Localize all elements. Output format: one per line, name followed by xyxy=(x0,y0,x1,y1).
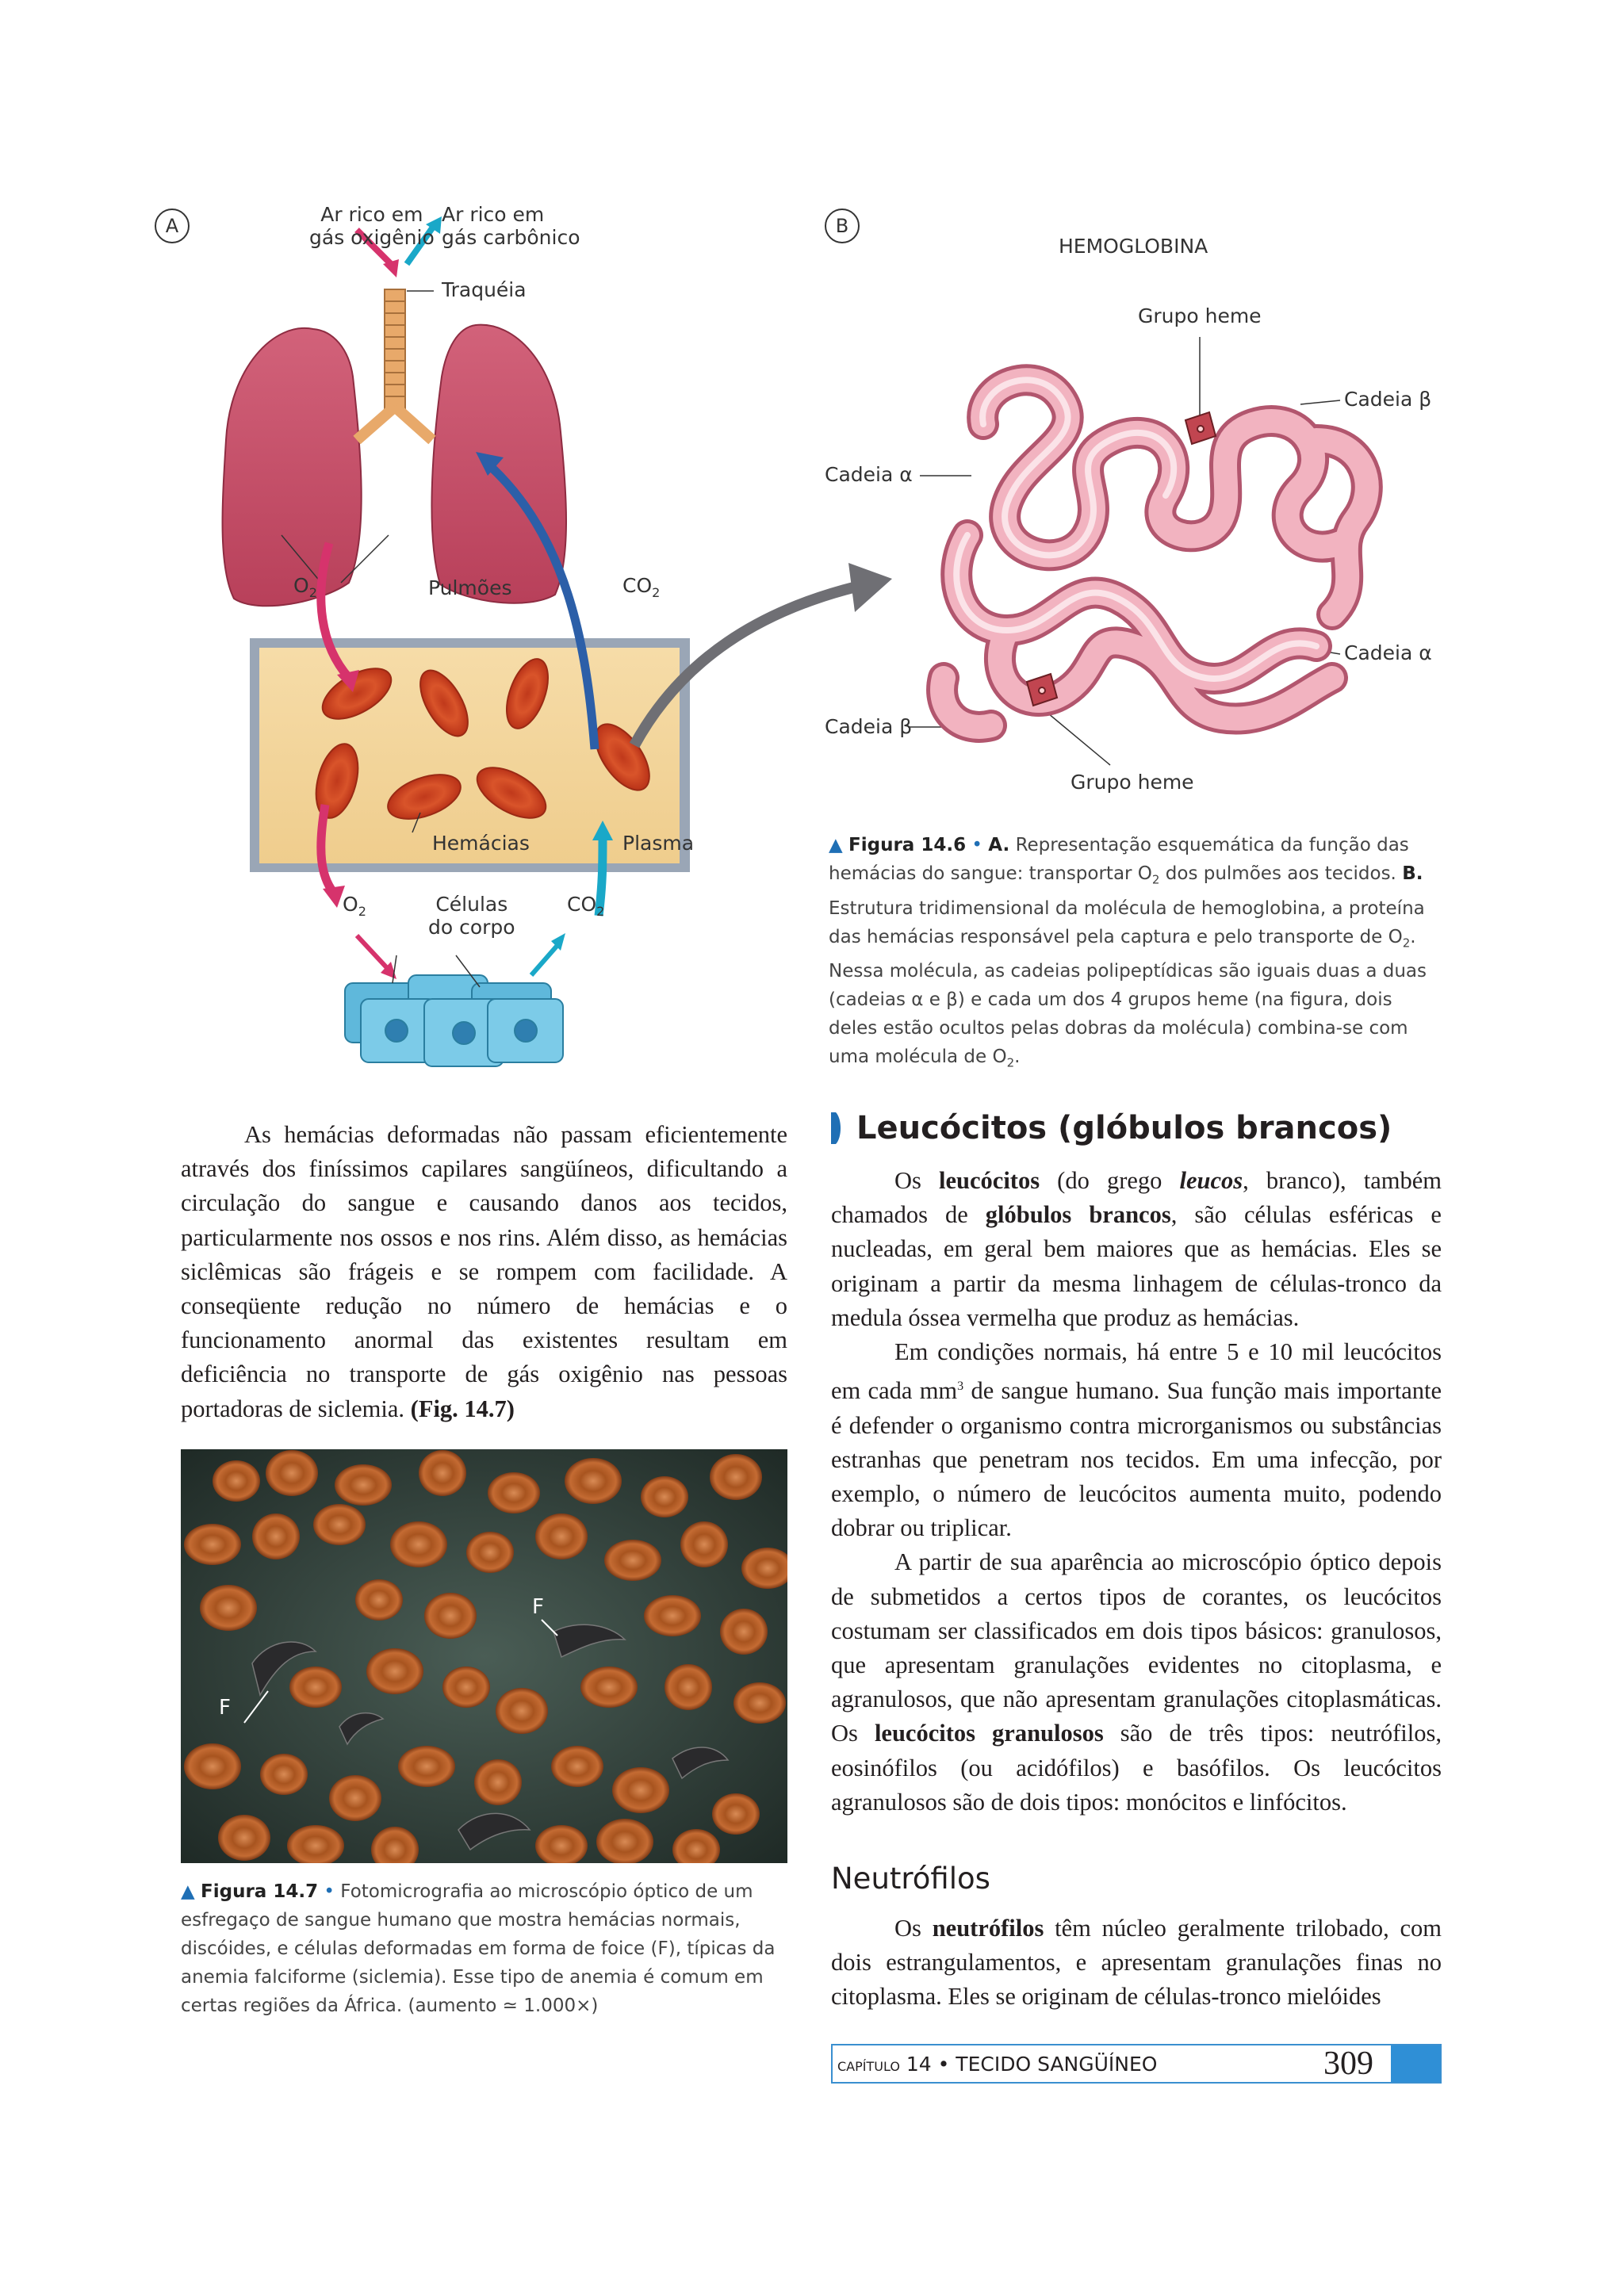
red-blood-cell xyxy=(466,1532,514,1573)
red-blood-cell xyxy=(390,1521,447,1567)
red-blood-cell xyxy=(398,1746,455,1787)
section-leucocitos xyxy=(831,1110,1442,1820)
red-blood-cell xyxy=(184,1524,241,1565)
photo-label-f1: F xyxy=(219,1696,231,1720)
section-title-neutrofilos: Neutrófilos xyxy=(831,1862,990,1896)
red-blood-cell xyxy=(424,1593,477,1639)
page-number: 309 xyxy=(1323,2045,1373,2082)
label-ar-carbonico: Ar rico em gás carbônico xyxy=(442,203,580,249)
left-paragraph: As hemácias deformadas não passam eficientemente através dos finíssimos capilares sangüíneos, dificultando a circulação do sangue e causando danos aos tecidos, particularmente nos ossos e nos rins. Além disso, as hemácias siclêmicas são frágeis e se rompem com facilidade. A conseqüente redução no número de hemácias e o funcionamento anormal das existentes resultam em deficiência no transporte de gás oxigênio nas pessoas portadoras de siclemia. (Fig. 14.7) xyxy=(181,1121,787,1422)
red-blood-cell xyxy=(604,1540,661,1581)
label-cadeia-alpha-left: Cadeia α xyxy=(825,463,913,486)
red-blood-cell xyxy=(419,1450,466,1496)
red-blood-cell xyxy=(665,1664,712,1710)
red-blood-cell xyxy=(474,1759,522,1805)
figure-a-letter: A xyxy=(155,209,190,243)
label-o2-top: $O_2$ xyxy=(293,574,317,600)
red-blood-cell xyxy=(488,1472,540,1513)
micrograph-cells xyxy=(181,1449,787,1863)
label-co2-bottom: $CO_2$ xyxy=(567,893,605,919)
body-cells xyxy=(345,975,563,1066)
photo-label-f2: F xyxy=(532,1595,544,1619)
footer-chapter: CAPÍTULO 14 • TECIDO SANGÜÍNEO xyxy=(837,2052,1158,2076)
red-blood-cell xyxy=(313,1504,366,1545)
neutrofilos-paragraph-1: Os neutrófilos têm núcleo geralmente trilobado, com dois estrangulamentos, e apresentam granulações finas no citoplasma. Eles se originam de células-tronco mielóides xyxy=(831,1915,1442,2011)
leucocitos-paragraph-1: Os leucócitos (do grego leucos, branco), também chamados de glóbulos brancos, são células esféricas e nucleadas, em geral bem maiores que as hemácias. Eles se originam a partir da mesma linhagem de células-tronco da medula óssea vermelha que produz as hemácias. xyxy=(831,1167,1442,1331)
red-blood-cell xyxy=(260,1754,308,1795)
red-blood-cell xyxy=(710,1454,762,1500)
heme-group-top xyxy=(1185,412,1216,444)
caption-146-label: Figura 14.6 xyxy=(848,835,967,855)
red-blood-cell xyxy=(551,1746,603,1787)
red-blood-cell xyxy=(535,1513,588,1559)
red-blood-cell xyxy=(680,1521,728,1567)
caption-figure-14-7: ▲ Figura 14.7 • Fotomicrografia ao microscópio óptico de um esfregaço de sangue humano que mostra hemácias normais, discóides, e células deformadas em forma de foice (F), típicas da anemia falciforme (siclemia). Esse tipo de anemia é comum em certas regiões da África. (aumento ≃ 1.000×) xyxy=(181,1881,776,2016)
red-blood-cell xyxy=(580,1667,638,1708)
red-blood-cell xyxy=(733,1682,786,1724)
hemoglobina-title: HEMOGLOBINA xyxy=(1059,235,1208,258)
figure-b-letter: B xyxy=(825,209,860,243)
red-blood-cell xyxy=(712,1793,760,1835)
label-co2-top: $CO_2$ xyxy=(622,574,661,600)
red-blood-cell xyxy=(612,1767,669,1813)
red-blood-cell xyxy=(496,1688,548,1734)
caption-147-label: Figura 14.7 xyxy=(201,1881,319,1902)
red-blood-cell xyxy=(720,1609,768,1655)
right-lung xyxy=(431,325,566,603)
red-blood-cell xyxy=(565,1458,622,1504)
red-blood-cell xyxy=(289,1667,342,1708)
red-blood-cell xyxy=(335,1464,392,1506)
red-blood-cell xyxy=(641,1476,688,1517)
leucocitos-paragraph-2: Em condições normais, há entre 5 e 10 mil leucócitos em cada $mm^3$ de sangue humano. Sua função mais importante é defender o organismo contra microrganismos ou substâncias estranhas que penetram nos tecidos. Em uma infecção, por exemplo, o número de leucócitos aumenta muito, podendo dobrar ou triplicar. xyxy=(831,1338,1442,1542)
red-blood-cell xyxy=(644,1595,701,1636)
caption-figure-14-6: ▲ Figura 14.6 • A. Representação esquemática da função das hemácias do sangue: transportar $O_2$ dos pulmões aos tecidos. B. Estrutura tridimensional da molécula de hemoglobina, a proteína das hemácias responsável pela captura e pelo transporte de $O_2$. Nessa molécula, as cadeias polipeptídicas são iguais duas a duas (cadeias α e β) e cada um dos 4 grupos heme (na figura, dois deles estão ocultos pelas dobras da molécula) combina-se com uma molécula de $O_2$. xyxy=(829,835,1427,1070)
red-blood-cell xyxy=(218,1815,270,1861)
red-blood-cell xyxy=(442,1667,490,1708)
red-blood-cell xyxy=(329,1775,381,1821)
label-cadeia-beta-left: Cadeia β xyxy=(825,715,913,738)
photo-figure-14-7 xyxy=(181,1449,787,1863)
red-blood-cell xyxy=(366,1648,423,1694)
caption-triangle-icon: ▲ xyxy=(829,835,843,855)
red-blood-cell xyxy=(252,1513,300,1559)
section-neutrofilos xyxy=(831,1862,1442,2015)
red-blood-cell xyxy=(355,1579,403,1621)
label-hemacias: Hemácias xyxy=(432,832,530,855)
red-blood-cell xyxy=(266,1450,318,1496)
red-blood-cell xyxy=(596,1819,653,1863)
left-lung xyxy=(223,328,362,606)
footer-accent-block xyxy=(1391,2045,1440,2082)
label-o2-bottom: $O_2$ xyxy=(343,893,366,919)
label-cadeia-alpha-right: Cadeia α xyxy=(1344,641,1432,664)
label-celulas: Células do corpo xyxy=(428,893,515,939)
section-title-leucocitos: Leucócitos (glóbulos brancos) xyxy=(856,1110,1392,1146)
page-footer xyxy=(831,2044,1442,2084)
label-traqueia: Traquéia xyxy=(442,278,527,301)
caption-triangle-icon: ▲ xyxy=(181,1881,195,1902)
red-blood-cell xyxy=(184,1743,241,1789)
section-marker-icon xyxy=(831,1112,844,1144)
red-blood-cell xyxy=(213,1460,260,1502)
label-grupo-heme-top: Grupo heme xyxy=(1138,304,1262,327)
hemoglobin-molecule xyxy=(825,202,1459,813)
red-blood-cell xyxy=(200,1585,257,1631)
label-cadeia-beta-top: Cadeia β xyxy=(1344,388,1432,411)
figure-b xyxy=(825,202,1459,813)
label-ar-oxigenio: Ar rico em gás oxigênio xyxy=(309,203,435,249)
label-grupo-heme-bottom: Grupo heme xyxy=(1071,771,1194,794)
label-plasma: Plasma xyxy=(622,832,695,855)
leucocitos-paragraph-3: A partir de sua aparência ao microscópio óptico depois de submetidos a certos tipos de corantes, os leucócitos costumam ser classificados em dois tipos básicos: granulosos, que apresentam granulações evidentes no citoplasma, e agranulosos, que não apresentam granulações citoplasmáticas. Os leucócitos granulosos são de três tipos: neutrófilos, eosinófilos (ou acidófilos) e basófilos. Os leucócitos agranulosos são de dois tipos: monócitos e linfócitos. xyxy=(831,1548,1442,1816)
label-pulmoes: Pulmões xyxy=(428,576,512,599)
